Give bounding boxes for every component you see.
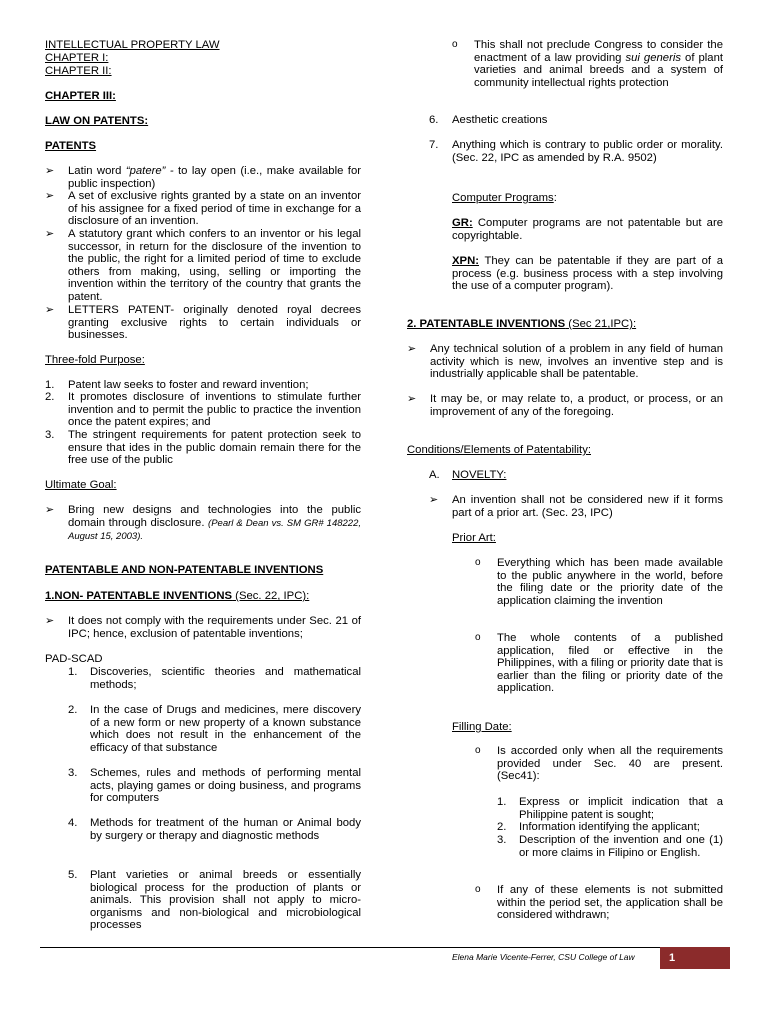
padscad-item-4 <box>68 817 361 842</box>
patents-bullet-1-text: Latin word <box>68 165 126 177</box>
novelty-label: NOVELTY: <box>452 469 507 481</box>
arrow-bullet-icon: ➢ <box>407 343 417 355</box>
non-patentable-bullet <box>45 615 361 640</box>
list-number: 3. <box>68 767 78 779</box>
requirement-1 <box>497 796 723 821</box>
three-fold-heading: Three-fold Purpose: <box>45 354 145 366</box>
arrow-bullet-icon: ➢ <box>407 393 417 405</box>
patentable-bullet-2 <box>407 393 723 418</box>
novelty-bullet-text: An invention shall not be considered new if it forms part of a prior art. (Sec. 23, IPC) <box>452 494 723 519</box>
chapter-3-heading: CHAPTER III: <box>45 90 116 102</box>
ultimate-goal-text: Bring new designs and technologies into the public domain through disclosure. <box>68 504 361 529</box>
requirement-3 <box>497 834 723 859</box>
padscad-item-2 <box>68 704 361 754</box>
conditions-heading: Conditions/Elements of Patentability: <box>407 444 591 456</box>
padscad-item-2-text: In the case of Drugs and medicines, mere discovery of a new form or new property of a known substance which does not result in the enhancement of the efficacy of that substance <box>90 704 361 754</box>
purpose-item-1 <box>45 379 361 392</box>
patentable-bullet-1 <box>407 343 723 381</box>
patents-bullet-2 <box>45 190 361 228</box>
sui-generis-term: sui generis <box>625 51 681 64</box>
patentable-ref: (Sec 21,IPC): <box>565 318 637 330</box>
gr-label: GR: <box>452 217 473 229</box>
list-number: 1. <box>497 796 507 808</box>
patents-bullet-2-text: A set of exclusive rights granted by a state on an inventor of his assignee for a fixed period of time in exchange for a disclosure of an invention. <box>68 190 361 228</box>
page-number-box <box>660 947 730 969</box>
padscad-item-1 <box>68 666 361 691</box>
requirement-2 <box>497 821 723 834</box>
novelty-bullet <box>429 494 723 519</box>
list-item-6 <box>429 114 723 127</box>
arrow-bullet-icon: ➢ <box>45 304 55 316</box>
patentable-bullet-2-text: It may be, or may relate to, a product, or process, or an improvement of any of the foregoing. <box>430 393 723 418</box>
arrow-bullet-icon: ➢ <box>45 190 55 202</box>
padscad-item-5-text: Plant varieties or animal breeds or essentially biological process for the production of plants or animals. This provision shall not apply to micro-organisms and non-biological and microbiological processes <box>90 869 361 932</box>
padscad-item-3 <box>68 767 361 805</box>
patents-heading: PATENTS <box>45 140 97 152</box>
prior-art-item-1 <box>475 557 723 607</box>
list-number: 7. <box>429 139 439 151</box>
computer-programs-label: Computer Programs <box>452 192 554 204</box>
chapter-1-heading: CHAPTER I: <box>45 52 109 64</box>
ultimate-goal-item <box>45 504 361 544</box>
novelty-heading <box>429 469 507 482</box>
arrow-bullet-icon: ➢ <box>45 228 55 240</box>
filling-date-item-1 <box>475 745 723 783</box>
circle-bullet-icon: o <box>475 557 481 568</box>
list-number: 2. <box>497 821 507 833</box>
list-number: 2. <box>45 391 55 403</box>
circle-bullet-icon: o <box>475 745 481 756</box>
padscad-item-1-text: Discoveries, scientific theories and mathematical methods; <box>90 666 361 691</box>
sui-generis-text: This shall not preclude Congress to consider the enactment of a law providing <box>474 39 723 64</box>
list-number: 1. <box>45 379 55 391</box>
circle-bullet-icon: o <box>475 884 481 895</box>
circle-bullet-icon: o <box>475 632 481 643</box>
law-on-patents-heading: LAW ON PATENTS: <box>45 115 149 127</box>
purpose-item-2 <box>45 391 361 429</box>
page-number: 1 <box>669 952 676 964</box>
non-patentable-heading <box>45 590 309 603</box>
requirement-1-text: Express or implicit indication that a Philippine patent is sought; <box>519 796 723 821</box>
prior-art-item-2-text: The whole contents of a published application, filed or effective in the Philippines, with a filing or priority date that is earlier than the filing or priority date of the application. <box>497 632 723 695</box>
patere-term: “patere” - <box>125 165 174 177</box>
arrow-bullet-icon: ➢ <box>45 504 55 516</box>
sui-generis-item <box>452 39 723 89</box>
patents-bullet-3-text: A statutory grant which confers to an inventor or his legal successor, in return for the disclosure of the invention to the public, the right for a limited period of time to exclude others from making, using, selling or importing the invention within the territory of the country that grants the patent. <box>68 228 361 303</box>
patentable-heading <box>407 318 636 331</box>
general-rule <box>452 217 723 242</box>
doc-title: INTELLECTUAL PROPERTY LAW <box>45 39 220 51</box>
requirement-3-text: Description of the invention and one (1) or more claims in Filipino or English. <box>519 834 723 859</box>
list-number: 2. <box>68 704 78 716</box>
padscad-item-5 <box>68 869 361 932</box>
patentable-bullet-1-text: Any technical solution of a problem in any field of human activity which is new, involves an inventive step and is industrially applicable shall be patentable. <box>430 343 723 381</box>
list-number: 6. <box>429 114 439 126</box>
footer-divider <box>40 947 730 948</box>
chapter-2-heading: CHAPTER II: <box>45 65 112 77</box>
patents-bullet-3 <box>45 228 361 304</box>
list-item-7 <box>429 139 723 164</box>
patentable-title: 2. PATENTABLE INVENTIONS <box>407 318 566 330</box>
purpose-item-2-text: It promotes disclosure of inventions to stimulate further invention and to permit the public to practice the invention once the patent expires; and <box>68 391 361 429</box>
list-number: 1. <box>68 666 78 678</box>
xpn-text: They can be patentable if they are part of a process (e.g. business process with a step involving the use of a computer program). <box>452 255 723 293</box>
purpose-item-3 <box>45 429 361 467</box>
arrow-bullet-icon: ➢ <box>45 165 55 177</box>
list-number: 5. <box>68 869 78 881</box>
purpose-item-1-text: Patent law seeks to foster and reward invention; <box>68 379 309 391</box>
sui-generis-rest: of plant varieties and animal breeds and a system of community intellectual rights protection <box>474 51 723 89</box>
filling-date-item-1-text: Is accorded only when all the requirements provided under Sec. 40 are present. (Sec41): <box>497 745 723 783</box>
patents-bullet-1-rest: to lay open (i.e., make available for public inspection) <box>68 165 361 190</box>
prior-art-heading: Prior Art: <box>452 532 496 544</box>
list-number: 4. <box>68 817 78 829</box>
filling-date-item-2-text: If any of these elements is not submitted within the period set, the application shall be considered withdrawn; <box>497 884 723 922</box>
non-patentable-ref: (Sec. 22, IPC): <box>232 590 310 602</box>
exception <box>452 255 723 293</box>
non-patentable-title: 1.NON- PATENTABLE INVENTIONS <box>45 590 233 602</box>
patentable-section-heading: PATENTABLE AND NON-PATENTABLE INVENTIONS <box>45 564 324 576</box>
padscad-item-4-text: Methods for treatment of the human or Animal body by surgery or therapy and diagnostic methods <box>90 817 361 842</box>
colon: : <box>553 192 557 204</box>
novelty-letter: A. <box>429 469 440 481</box>
list-number: 3. <box>45 429 55 441</box>
purpose-item-3-text: The stringent requirements for patent protection seek to ensure that ides in the public domain remain there for the free use of the public <box>68 429 361 467</box>
padscad-item-3-text: Schemes, rules and methods of performing mental acts, playing games or doing business, and programs for computers <box>90 767 361 805</box>
gr-text: Computer programs are not patentable but are copyrightable. <box>452 217 723 242</box>
list-item-7-text: Anything which is contrary to public order or morality. (Sec. 22, IPC as amended by R.A. 9502) <box>452 139 723 164</box>
computer-programs-heading <box>452 192 557 205</box>
prior-art-item-2 <box>475 632 723 695</box>
filling-date-item-2 <box>475 884 723 922</box>
list-item-6-text: Aesthetic creations <box>452 114 548 126</box>
patents-bullet-1 <box>45 165 361 190</box>
xpn-label: XPN: <box>452 255 479 267</box>
ultimate-goal-heading: Ultimate Goal: <box>45 479 117 491</box>
arrow-bullet-icon: ➢ <box>429 494 439 506</box>
filling-date-heading: Filling Date: <box>452 721 512 733</box>
patents-bullet-4-text: LETTERS PATENT- originally denoted royal decrees granting exclusive rights to certain individuals or businesses. <box>68 304 361 342</box>
case-citation: (Pearl & Dean vs. SM GR# 148222, August 15, 2003). <box>68 517 361 543</box>
patents-bullet-4 <box>45 304 361 342</box>
list-number: 3. <box>497 834 507 846</box>
circle-bullet-icon: o <box>452 39 458 50</box>
requirement-2-text: Information identifying the applicant; <box>519 821 700 833</box>
footer-author: Elena Marie Vicente-Ferrer, CSU College of Law <box>452 952 635 962</box>
non-patentable-bullet-text: It does not comply with the requirements under Sec. 21 of IPC; hence, exclusion of patentable inventions; <box>68 615 361 640</box>
prior-art-item-1-text: Everything which has been made available to the public anywhere in the world, before the filing date or the priority date of the application claiming the invention <box>497 557 723 607</box>
arrow-bullet-icon: ➢ <box>45 615 55 627</box>
padscad-label: PAD-SCAD <box>45 653 103 665</box>
